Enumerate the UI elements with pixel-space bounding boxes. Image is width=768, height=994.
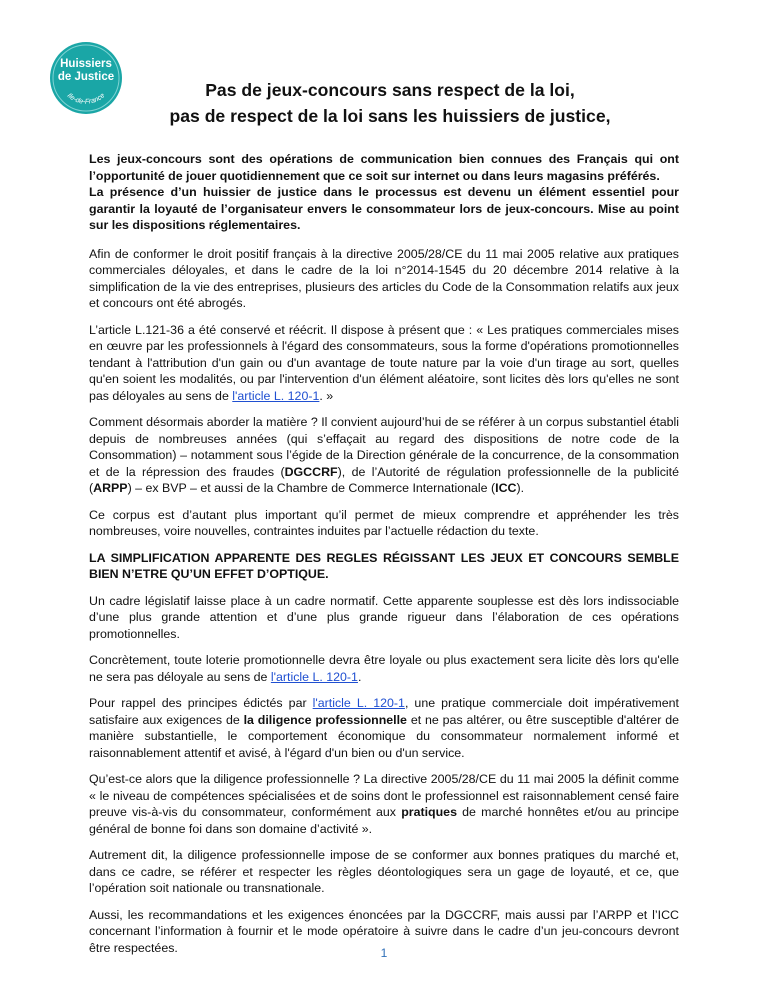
title-line-1: Pas de jeux-concours sans respect de la loi, [205, 80, 575, 100]
svg-text:de Justice: de Justice [57, 71, 115, 83]
arpp-acronym: ARPP [93, 481, 128, 495]
article-body [89, 151, 679, 966]
paragraph-6: Concrètement, toute loterie promotionnelle devra être loyale ou plus exactement sera licite dès lors qu'elle ne sera pas déloyale au sens de l'article L. 120-1. [89, 653, 679, 684]
intro-sentence-2: La présence d’un huissier de justice dans le processus est devenu un élément essentiel pour garantir la loyauté de l’organisateur envers le consommateur lors de jeux-concours. Mise au point sur les dispositions réglementaires. [89, 185, 679, 232]
paragraph-1: Afin de conformer le droit positif français à la directive 2005/28/CE du 11 mai 2005 relative aux pratiques commerciales déloyales, et dans le cadre de la loi n°2014-1545 du 20 décembre 2014 relative à la simplification de la vie des entreprises, plusieurs des articles du Code de la Consommation relatifs aux jeux et concours ont été abrogés. [89, 246, 679, 310]
paragraph-5: Un cadre législatif laisse place à un cadre normatif. Cette apparente souplesse est dès lors indissociable d’une plus grande attention et d’une plus grande rigueur dans l’élaboration de ces opérations promotionnelles. [89, 593, 679, 641]
pratiques-term: pratiques [401, 805, 457, 819]
article-l120-1-link[interactable]: l'article L. 120-1 [270, 669, 358, 684]
paragraph-4: Ce corpus est d’autant plus important qu’il permet de mieux comprendre et appréhender les très nombreuses, voire nouvelles, contraintes induites par l’actuelle rédaction du texte. [89, 507, 679, 538]
page-number: 1 [380, 946, 388, 960]
paragraph-8: Qu’est-ce alors que la diligence professionnelle ? La directive 2005/28/CE du 11 mai 2005 la définit comme « le niveau de compétences spécialisées et de soins dont le professionnel est raisonnablement censé faire preuve vis-à-vis du consommateur, conformément aux pratiques de marché honnêtes et/ou au principe général de bonne foi dans son domaine d’activité ». [89, 772, 679, 836]
svg-text:Ile-de-France: Ile-de-France [65, 92, 107, 106]
paragraph-7: Pour rappel des principes édictés par l'article L. 120-1, une pratique commerciale doit impérativement satisfaire aux exigences de la diligence professionnelle et ne pas altérer, ou être susceptible d'altérer de manière substantielle, le comportement économique du consommateur normalement informé et raisonnablement attentif et avisé, à l'égard d'un bien ou d'un service. [89, 696, 679, 760]
intro-sentence-1: Les jeux-concours sont des opérations de communication bien connues des Français qui ont l’opportunité de jouer quotidiennement que ce soit sur internet ou dans leurs magasins préférés. [89, 152, 679, 183]
diligence-professionnelle-term: la diligence professionnelle [243, 712, 407, 727]
article-l120-1-link[interactable]: l'article L. 120-1 [312, 696, 405, 710]
paragraph-2: L’article L.121-36 a été conservé et réécrit. Il dispose à présent que : « Les pratiques commerciales mises en œuvre par les professionnels à l'égard des consommateurs, sous la forme d'opérations promotionnelles tendant à l'attribution d'un gain ou d'un avantage de toute nature par la voie d'un tirage au sort, quelles qu'en soient les modalités, ou par l'intervention d'un élément aléatoire, sont licites dès lors qu'elles ne sont pas déloyales au sens de l'article L. 120-1. » [89, 322, 679, 403]
page-title [130, 77, 650, 129]
svg-text:Huissiers: Huissiers [60, 58, 112, 70]
paragraph-3: Comment désormais aborder la matière ? Il convient aujourd’hui de se référer à un corpus substantiel établi depuis de nombreuses années (qui s’effaçait au regard des dispositions de notre code de la Consommation) – notamment sous l’égide de la Direction générale de la concurrence, de la consommation et de la répression des fraudes (DGCCRF), de l’Autorité de régulation professionnelle de la publicité (ARPP) – ex BVP – et aussi de la Chambre de Commerce Internationale (ICC). [89, 415, 679, 495]
section-heading: LA SIMPLIFICATION APPARENTE DES REGLES RÉGISSANT LES JEUX ET CONCOURS SEMBLE BIEN N’ETRE QU’UN EFFET D’OPTIQUE. [89, 550, 679, 581]
huissiers-de-justice-logo [48, 40, 124, 116]
intro-paragraph [89, 151, 679, 234]
paragraph-10: Aussi, les recommandations et les exigences énoncées par la DGCCRF, mais aussi par l’ARPP et l’ICC concernant l’information à fournir et le mode opératoire à suivre dans le cadre d’un jeu-concours devront être respectées. [89, 907, 679, 955]
title-line-2: pas de respect de la loi sans les huissiers de justice, [169, 106, 611, 126]
paragraph-9: Autrement dit, la diligence professionnelle impose de se conformer aux bonnes pratiques du marché et, dans ce cadre, se référer et respecter les règles déontologiques sera un gage de loyauté, et ce, que l’opération soit nationale ou transnationale. [89, 848, 679, 895]
icc-acronym: ICC [495, 481, 517, 495]
article-l120-1-link[interactable]: l'article L. 120-1 [232, 388, 320, 403]
dgccrf-acronym: DGCCRF [284, 464, 338, 479]
